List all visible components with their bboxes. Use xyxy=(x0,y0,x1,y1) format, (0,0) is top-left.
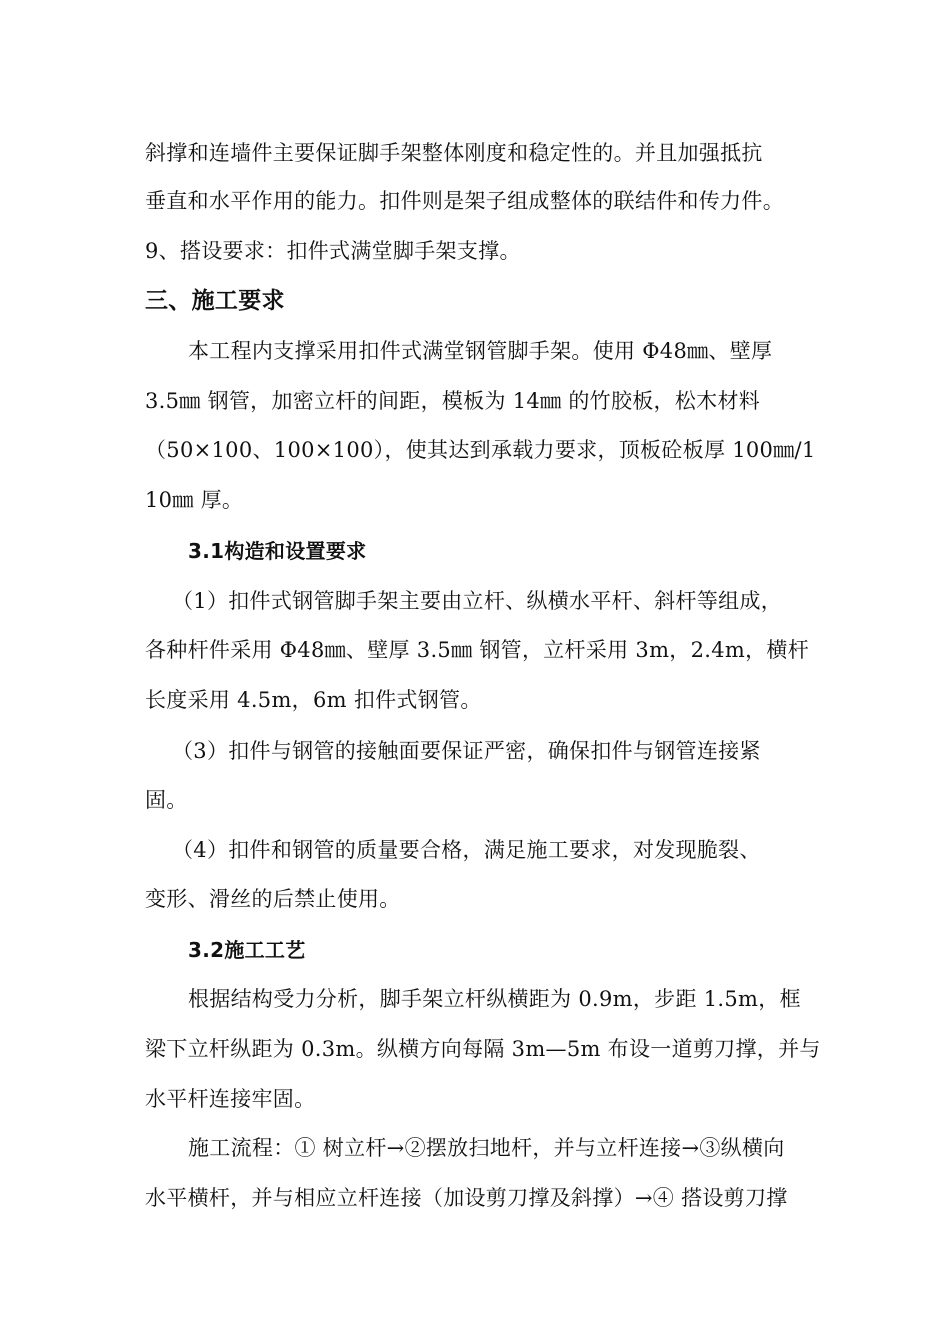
paragraph-line: 变形、滑丝的后禁止使用。 xyxy=(145,887,401,911)
paragraph-line: 施工流程：① 树立杆→②摆放扫地杆，并与立杆连接→③纵横向 xyxy=(188,1136,785,1160)
paragraph-line: 长度采用 4.5m，6m 扣件式钢管。 xyxy=(145,688,482,712)
paragraph-line: 根据结构受力分析，脚手架立杆纵横距为 0.9m，步距 1.5m，框 xyxy=(188,987,801,1011)
paragraph-line: （3）扣件与钢管的接触面要保证严密，确保扣件与钢管连接紧 xyxy=(172,739,761,763)
section-heading: 三、施工要求 xyxy=(145,288,285,314)
subsection-heading: 3.2施工工艺 xyxy=(188,938,306,962)
paragraph-line: 梁下立杆纵距为 0.3m。纵横方向每隔 3m—5m 布设一道剪刀撑，并与 xyxy=(145,1037,821,1061)
subsection-heading: 3.1构造和设置要求 xyxy=(188,539,367,563)
paragraph-line: 3.5㎜ 钢管，加密立杆的间距，模板为 14㎜ 的竹胶板，松木材料 xyxy=(145,389,761,413)
paragraph-line: 本工程内支撑采用扣件式满堂钢管脚手架。使用 Φ48㎜、壁厚 xyxy=(188,339,773,363)
paragraph-line: （50×100、100×100），使其达到承载力要求，顶板砼板厚 100㎜/1 xyxy=(145,438,816,462)
paragraph-line: 水平杆连接牢固。 xyxy=(145,1087,316,1111)
paragraph-line: （4）扣件和钢管的质量要合格，满足施工要求，对发现脆裂、 xyxy=(172,838,761,862)
paragraph-line: 固。 xyxy=(145,788,188,812)
paragraph-line: 斜撑和连墙件主要保证脚手架整体刚度和稳定性的。并且加强抵抗 xyxy=(145,141,763,165)
paragraph-line: （1）扣件式钢管脚手架主要由立杆、纵横水平杆、斜杆等组成， xyxy=(172,589,783,613)
paragraph-line: 水平横杆，并与相应立杆连接（加设剪刀撑及斜撑）→④ 搭设剪刀撑 xyxy=(145,1186,788,1210)
paragraph-line: 垂直和水平作用的能力。扣件则是架子组成整体的联结件和传力件。 xyxy=(145,189,784,213)
paragraph-line: 10㎜ 厚。 xyxy=(145,488,244,512)
paragraph-line: 各种杆件采用 Φ48㎜、壁厚 3.5㎜ 钢管，立杆采用 3m，2.4m，横杆 xyxy=(145,638,810,662)
list-item: 9、搭设要求：扣件式满堂脚手架支撑。 xyxy=(145,239,521,263)
